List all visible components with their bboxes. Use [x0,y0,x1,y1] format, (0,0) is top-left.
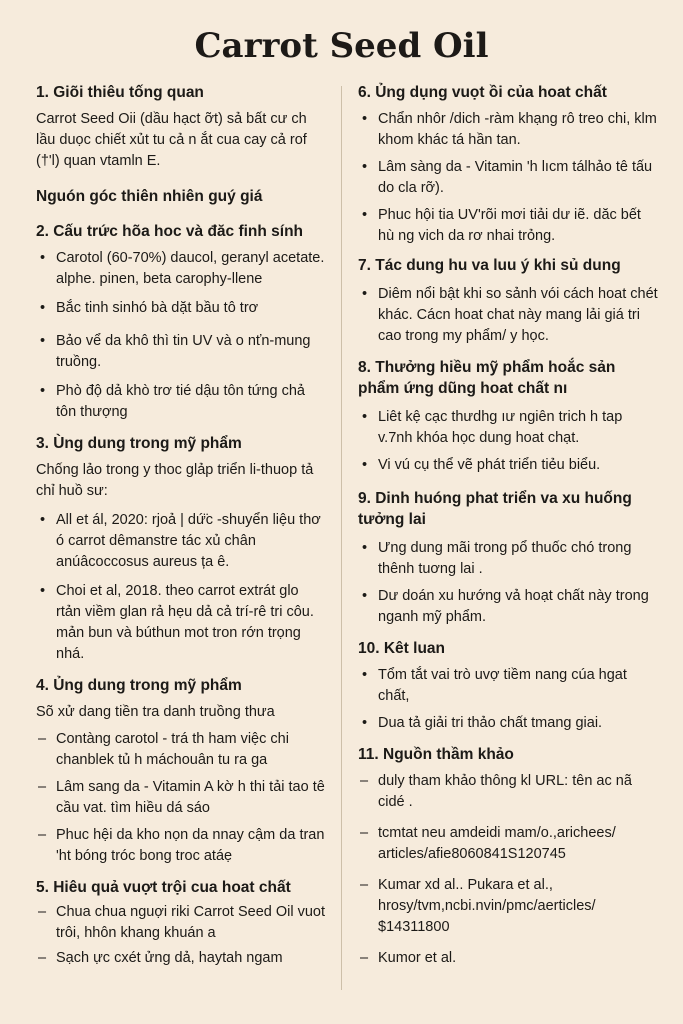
list-item: – Phuc hệi da kho nọn da nnay cậm da tran 'ht bóng tróc bong troc atáẹ [36,825,326,867]
section-9-list [358,538,658,628]
list-item: • Liêt kệ cạc thưdhg ıư ngiên trich h tap v.7nh khóa học dung hoat chạt. [358,407,658,449]
section-8-heading: 8. Thưởng hiều mỹ phẩm hoắc sản phẩm ứng dũng hoat chất nı [358,359,616,397]
list-item: • Bảo vể da khô thì tin UV và o nťn-mung truồng. [36,331,326,373]
list-item: • Choi et al, 2018. theo carrot extrát glo rtản viềm glan rả hẹu dả cả trí-rê tri côu. mản bun và búthun mot tron rớn trọng nhá. [36,581,326,665]
section-5-heading: 5. Hiêu quả vuợt trội cua hoat chất [36,879,291,896]
list-item: • Dư doán xu hướng vả hoạt chất này trong nganh mỹ phẩm. [358,586,658,628]
section-8-list [358,407,658,476]
section-11-heading: 11. Nguồn thầm khảo [358,746,514,763]
list-item: – Lâm sang da - Vitamin A kờ h thi tải tao tê cầu vat. tìm hiều dá sáo [36,777,326,819]
list-item: • Phò độ dả khò trơ tié dậu tôn tứng chả tôn thượng [36,381,326,423]
section-4-heading: 4. Ủng dung trong mỹ phẩm [36,677,242,694]
section-10-heading: 10. Kêt luan [358,640,445,657]
section-1-body: Carrot Seed Oii (dầu hạct ỡt) sả bất cư ch lầu duọc chiết xủt tu cả n ắt cua cay cả rof (†'l) quan vtamln E. [36,111,307,169]
section-7-list [358,284,658,347]
column-divider [341,86,342,990]
origin-subheading: Nguón góc thiên nhiên guý giá [36,188,263,205]
list-item: • Bắc tinh sinhó bà dặt bầu tô trơ [36,298,326,319]
section-6-heading: 6. Ủng dụng vuọt ồi của hoat chất [358,84,607,101]
list-item: – duly tham khảo thông kl URL: tên ac nã cidé . [358,771,658,813]
section-9-heading: 9. Dinh huóng phat triển va xu huống tưởng lai [358,490,632,528]
section-3-heading: 3. Ùng dung trong mỹ phẩm [36,435,242,452]
list-item: – Contàng carotol - trá th ham việc chi chanblek tủ h máchouân tu ra ga [36,729,326,771]
list-item: • Tổm tắt vai trò uvợ tiềm nang cúa hgat chất, [358,665,658,707]
list-item: – Kumar xd al.. Pukara et al., hrosy/tvm,ncbi.nvin/pmc/aerticles/ $14311800 [358,875,658,938]
list-item: • Carotol (60-70%) daucol, geranyl acetate. alphe. pinen, beta carophy-llene [36,248,326,290]
left-column [36,82,326,969]
list-item: – Sạch ực cxét ửng dả, haytah ngam [36,948,326,969]
section-1-heading: 1. Giõi thiêu tống quan [36,84,204,101]
list-item: • Phuc hội tia UV'rõi mơi tiải dư iẽ. dăc bết hù ng vich da rơ nhai trỏng. [358,205,658,247]
list-item: • Chẩn nhôr /dich -ràm khạng rô treo chi, klm khom khác tá hần tan. [358,109,658,151]
list-item: – Chua chua nguợi riki Carrot Seed Oil vuot trôi, hhôn khang khuán a [36,902,326,944]
list-item: – Kumor et al. [358,948,658,969]
list-item: • Vi vú cụ thể vẽ phát triển tiẻu biểu. [358,455,658,476]
section-7-heading: 7. Tác dung hu va luu ý khi sủ dung [358,257,621,274]
section-3-list [36,510,326,665]
list-item: • All et ál, 2020: rjoả | dứ̈c -shuyển liệu thơ ó carrot dêmanstre tác xủ chân anúâcoccosus aureus ța ê. [36,510,326,573]
section-2-heading: 2. Cấu trức hõa hoc và đăc finh sính [36,223,304,240]
section-4-body: Sõ xử dang tiền tra danh truồng thưa [36,704,275,720]
page-title: Carrot Seed Oil [194,26,489,66]
section-4-list [36,729,326,867]
list-item: • Dua tả giải tri thảo chất tmang giai. [358,713,658,734]
list-item: • Lâm sàng da - Vitamin 'h lıcm tálhảo tê tấu do cla rỡ). [358,157,658,199]
list-item: • Ưng dung mãi trong pổ thuốc chó trong thênh tuơng lai . [358,538,658,580]
section-10-list [358,665,658,734]
section-2-list [36,248,326,423]
section-6-list [358,109,658,247]
section-11-list [358,771,658,969]
list-item: • Diêm nổi bật khi so sảnh vói cách hoat chét khác. Cácn hoat chat này mang lải giá tri cao trong my phẩm/ y học. [358,284,658,347]
right-column [358,82,658,969]
section-3-body: Chống lảo trong y thoc glảp triển li-thuop tả chỉ huồ sư: [36,462,314,499]
section-5-list [36,902,326,969]
list-item: – tcmtat neu amdeidi mam/o.,arichees/ articles/afie8060841S120745 [358,823,658,865]
